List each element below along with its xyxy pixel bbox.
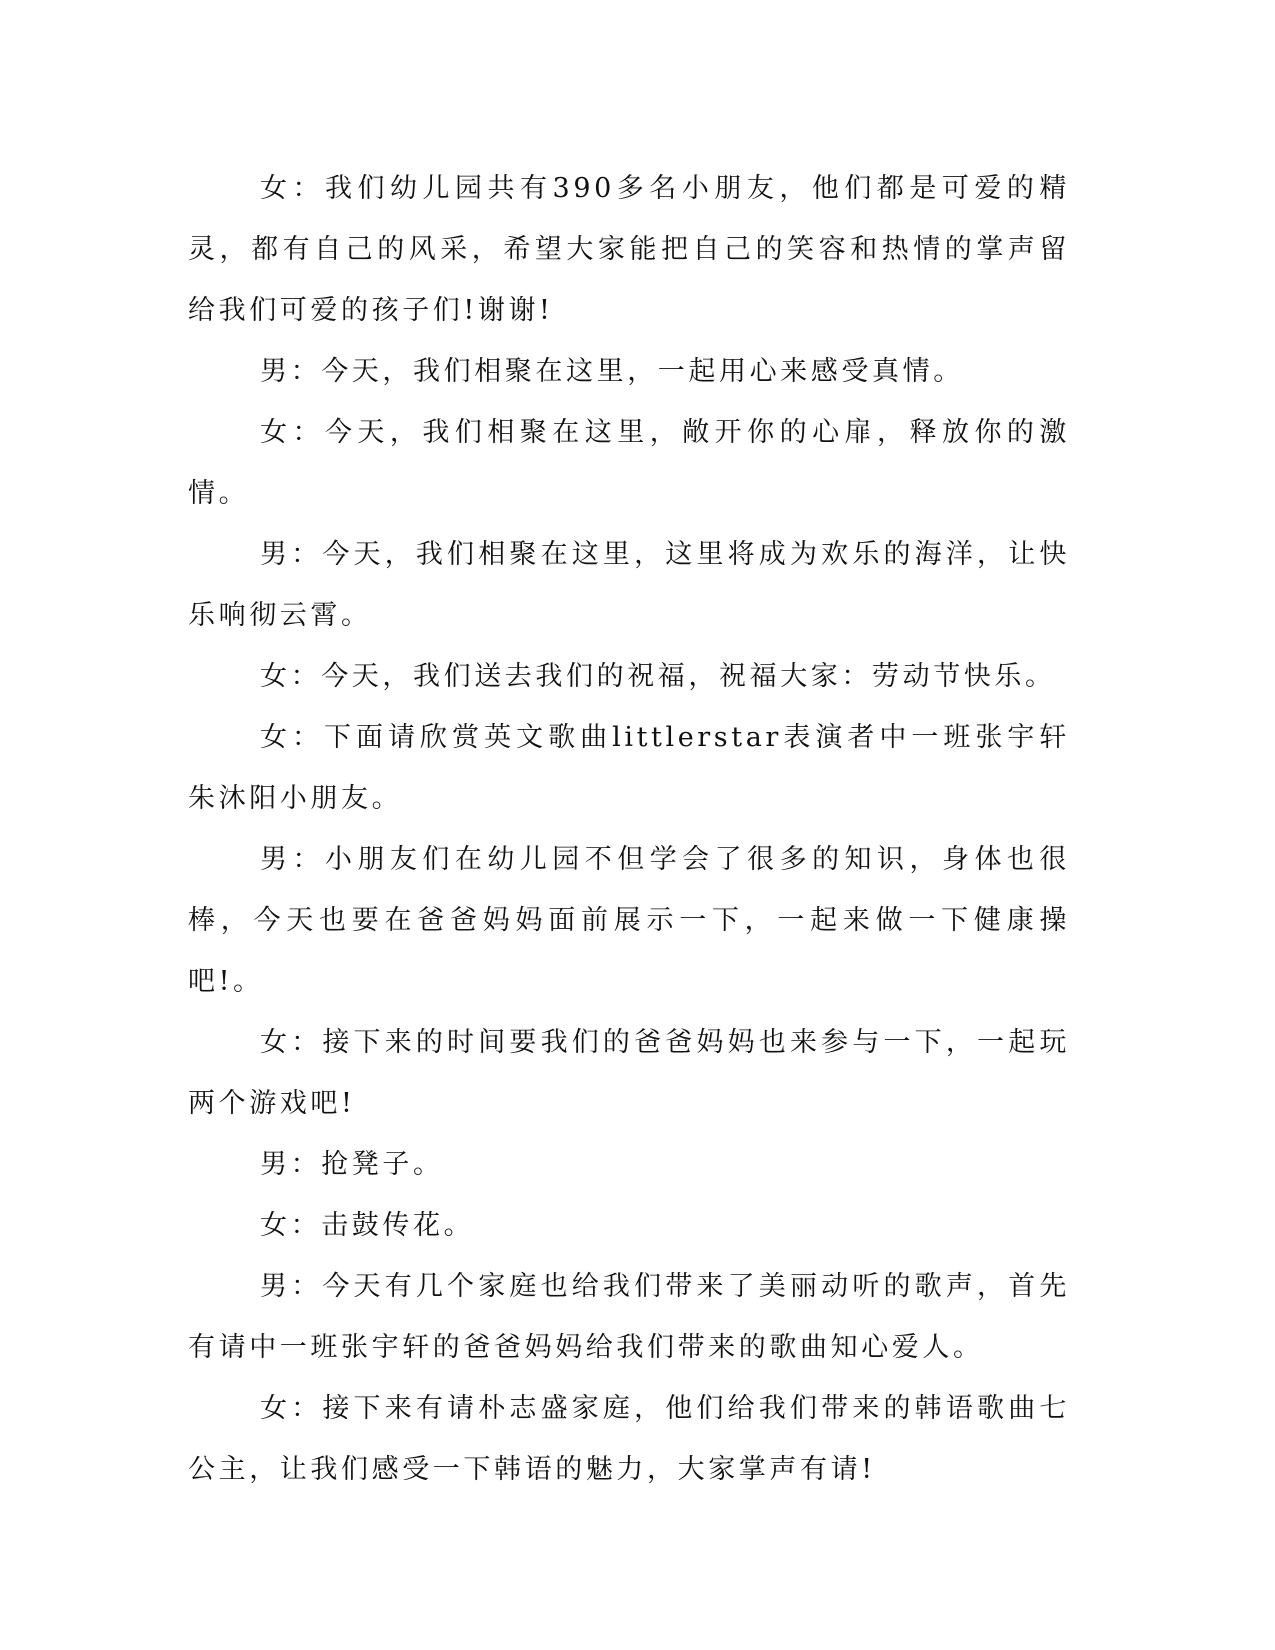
script-line: 女：接下来的时间要我们的爸爸妈妈也来参与一下，一起玩两个游戏吧! — [188, 1027, 1070, 1119]
script-line: 女：今天，我们相聚在这里，敞开你的心扉，释放你的激情。 — [188, 417, 1070, 509]
script-line: 女：今天，我们送去我们的祝福，祝福大家：劳动节快乐。 — [260, 661, 1056, 692]
script-line: 男：小朋友们在幼儿园不但学会了很多的知识，身体也很棒，今天也要在爸爸妈妈面前展示一下，一起来做一下健康操吧!。 — [188, 844, 1070, 997]
script-line: 男：今天，我们相聚在这里，一起用心来感受真情。 — [260, 356, 964, 387]
script-line: 男：今天，我们相聚在这里，这里将成为欢乐的海洋，让快乐响彻云霄。 — [188, 539, 1070, 631]
document-body — [188, 158, 1070, 1500]
script-line: 女：击鼓传花。 — [260, 1210, 475, 1241]
script-line: 男：抢凳子。 — [260, 1149, 444, 1180]
script-line: 男：今天有几个家庭也给我们带来了美丽动听的歌声，首先有请中一班张宇轩的爸爸妈妈给我们带来的歌曲知心爱人。 — [188, 1271, 1070, 1363]
script-line: 女：我们幼儿园共有390多名小朋友，他们都是可爱的精灵，都有自己的风采，希望大家能把自己的笑容和热情的掌声留给我们可爱的孩子们!谢谢! — [188, 173, 1070, 326]
script-line: 女：接下来有请朴志盛家庭，他们给我们带来的韩语歌曲七公主，让我们感受一下韩语的魅力，大家掌声有请! — [188, 1393, 1070, 1485]
script-line: 女：下面请欣赏英文歌曲littlerstar表演者中一班张宇轩朱沐阳小朋友。 — [188, 722, 1070, 814]
